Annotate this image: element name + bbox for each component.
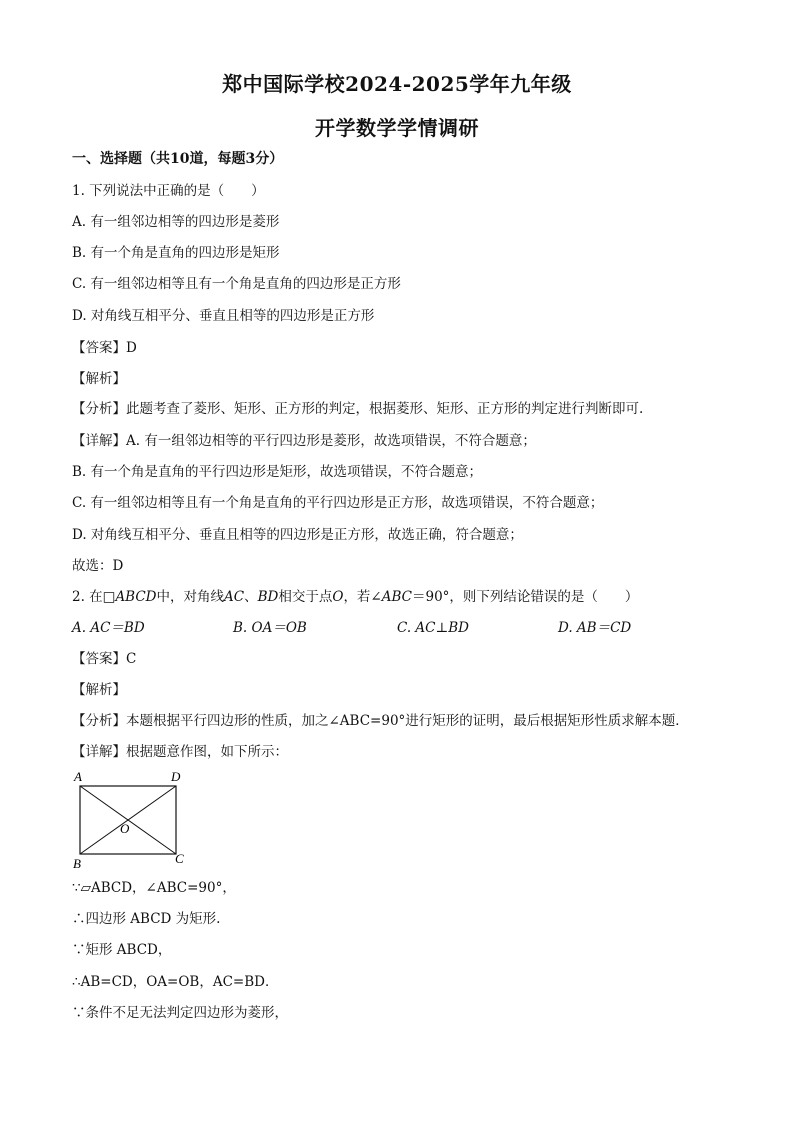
label-a: A — [74, 769, 82, 784]
q1-detail-b: B. 有一个角是直角的平行四边形是矩形，故选项错误，不符合题意； — [72, 464, 483, 480]
q1-option-c: C. 有一组邻边相等且有一个角是直角的四边形是正方形 — [72, 276, 401, 292]
q1-fenxi: 【分析】此题考查了菱形、矩形、正方形的判定，根据菱形、矩形、正方形的判定进行判断即可. — [72, 401, 644, 417]
q1-answer: 【答案】D — [72, 340, 137, 356]
section-heading: 一、选择题（共10道，每题3分） — [72, 151, 284, 167]
q1-stem: 1. 下列说法中正确的是（ ） — [72, 183, 265, 199]
q2-option-b: B. OA＝OB — [233, 620, 307, 636]
q2-stem-part: ＝90°，则下列结论错误的是（ ） — [412, 589, 639, 605]
q2-answer: 【答案】C — [72, 651, 137, 667]
q2-stem-abcd: ABCD — [115, 589, 157, 605]
q1-detail-c: C. 有一组邻边相等且有一个角是直角的平行四边形是正方形，故选项错误，不符合题意； — [72, 495, 604, 511]
q2-stem-part: 中，对角线 — [156, 589, 225, 605]
q1-option-b: B. 有一个角是直角的四边形是矩形 — [72, 245, 280, 261]
q2-stem-ac: AC — [224, 589, 245, 605]
label-o: O — [120, 821, 130, 836]
q1-detail-d: D. 对角线互相平分、垂直且相等的四边形是正方形，故选正确，符合题意； — [72, 527, 523, 543]
q2-stem-part: 2. 在□ — [72, 589, 116, 605]
exam-subtitle: 开学数学学情调研 — [315, 116, 479, 140]
q2-proof-5: ∵条件不足无法判定四边形为菱形， — [72, 1005, 288, 1021]
q1-choice: 故选：D — [72, 558, 124, 574]
q2-proof-1: ∵▱ABCD，∠ABC=90°， — [72, 880, 236, 896]
q2-stem-part: 、 — [244, 589, 258, 605]
q2-proof-3: ∵矩形 ABCD， — [72, 942, 172, 958]
q2-proof-4: ∴AB=CD，OA=OB，AC=BD． — [72, 974, 279, 990]
exam-title: 郑中国际学校2024-2025学年九年级 — [222, 72, 572, 96]
label-b: B — [73, 856, 81, 871]
q2-stem-part: 相交于点 — [278, 589, 333, 605]
q2-detail: 【详解】根据题意作图，如下所示： — [72, 744, 288, 760]
q2-analysis-label: 【解析】 — [72, 682, 126, 698]
q2-option-c: C. AC⊥BD — [397, 620, 469, 636]
q2-option-d: D. AB＝CD — [558, 620, 632, 636]
q2-stem-part: ，若∠ — [343, 589, 382, 605]
label-c: C — [175, 851, 184, 866]
label-d: D — [171, 769, 181, 784]
q1-option-d: D. 对角线互相平分、垂直且相等的四边形是正方形 — [72, 308, 375, 324]
q1-detail-a: 【详解】A. 有一组邻边相等的平行四边形是菱形，故选项错误，不符合题意； — [72, 433, 536, 449]
q2-stem — [72, 588, 638, 606]
q2-option-a: A. AC＝BD — [72, 620, 145, 636]
q2-proof-2: ∴四边形 ABCD 为矩形. — [72, 911, 221, 927]
q2-stem-bd: BD — [257, 589, 279, 605]
rectangle-diagram — [70, 767, 200, 871]
q2-fenxi: 【分析】本题根据平行四边形的性质，加之∠ABC=90°进行矩形的证明，最后根据矩形性质求解本题． — [72, 713, 689, 729]
q1-analysis-label: 【解析】 — [72, 371, 126, 387]
q2-stem-o: O — [332, 589, 344, 605]
q1-option-a: A. 有一组邻边相等的四边形是菱形 — [72, 214, 280, 230]
q2-stem-abc: ABC — [381, 589, 412, 605]
